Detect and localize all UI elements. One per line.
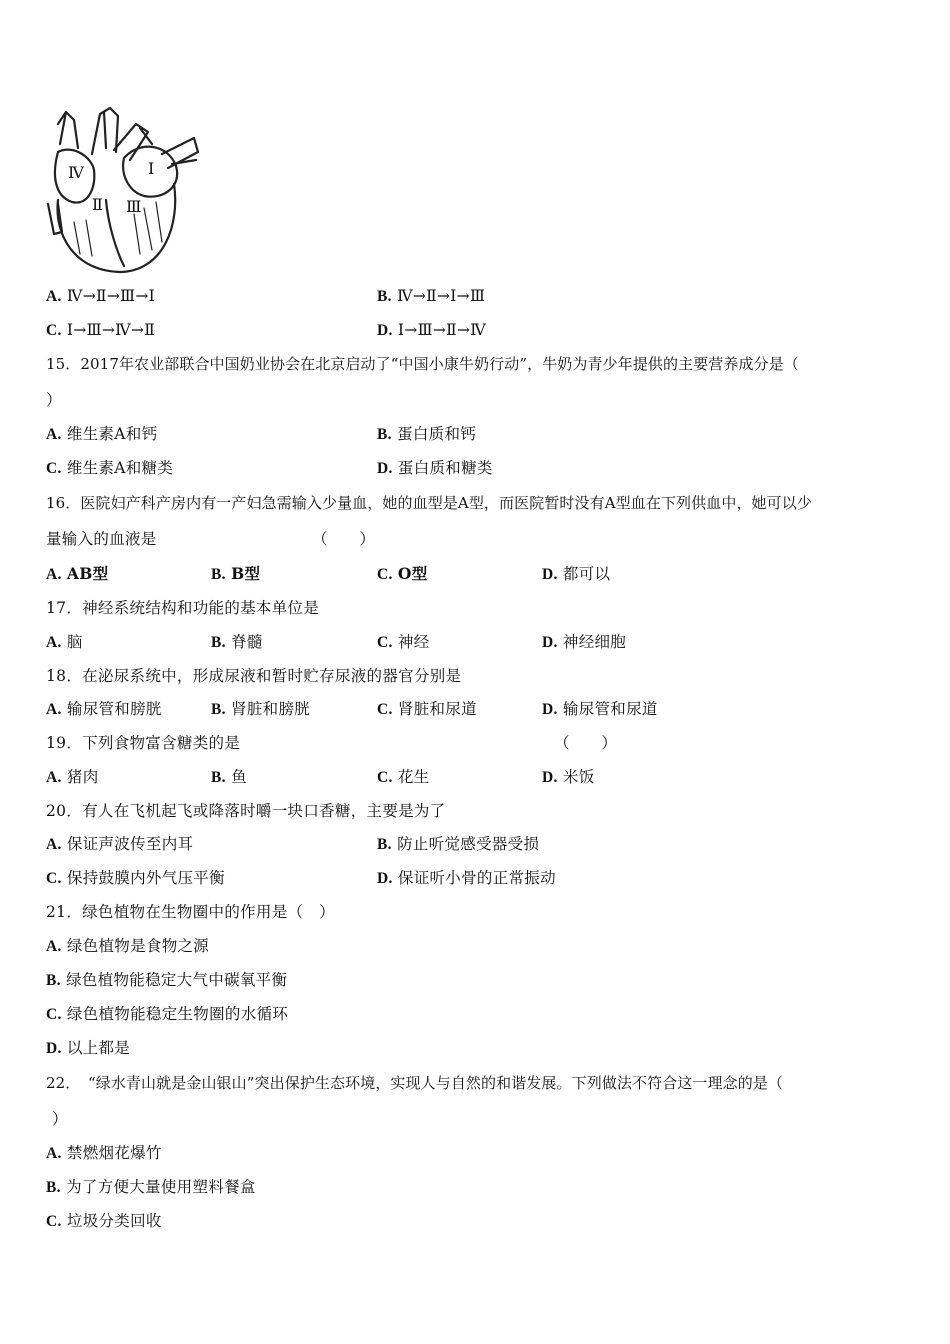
q14-option-d: D. Ⅰ→Ⅲ→Ⅱ→Ⅳ <box>377 321 487 339</box>
q19-stem: 19．下列食物富含糖类的是 <box>46 734 241 752</box>
q19-option-b: B. 鱼 <box>211 768 247 786</box>
q18-option-b: B. 肾脏和膀胱 <box>211 700 311 718</box>
q16-option-a: A. AB型 <box>46 564 109 583</box>
q16-answer-bracket: （ ） <box>312 530 376 548</box>
q19-option-d: D. 米饭 <box>542 768 595 786</box>
q15-option-b: B. 蛋白质和钙 <box>377 425 477 443</box>
q17-option-a: A. 脑 <box>46 633 83 651</box>
label-III: Ⅲ <box>126 197 142 216</box>
q14-option-c: C. Ⅰ→Ⅲ→Ⅳ→Ⅱ <box>46 321 156 339</box>
q17-stem: 17．神经系统结构和功能的基本单位是 <box>46 599 320 617</box>
q15-option-a: A. 维生素A和钙 <box>46 425 158 443</box>
q16-option-d: D. 都可以 <box>542 565 611 583</box>
heart-diagram <box>44 104 200 274</box>
label-IV: Ⅳ <box>68 163 84 182</box>
q18-stem: 18．在泌尿系统中，形成尿液和暂时贮存尿液的器官分别是 <box>46 667 462 685</box>
q20-stem: 20．有人在飞机起飞或降落时嚼一块口香糖，主要是为了 <box>46 802 446 820</box>
q21-option-b: B. 绿色植物能稳定大气中碳氧平衡 <box>46 971 288 989</box>
label-I: Ⅰ <box>148 159 155 178</box>
q17-option-d: D. 神经细胞 <box>542 633 627 651</box>
q18-option-c: C. 肾脏和尿道 <box>377 700 477 718</box>
q16-stem: 16．医院妇产科产房内有一产妇急需输入少量血，她的血型是A型，而医院暂时没有A型血在下列供血中，她可以少 <box>46 494 812 512</box>
q21-stem: 21．绿色植物在生物圈中的作用是（ ） <box>46 903 335 921</box>
q16-option-c: C. O型 <box>377 564 428 583</box>
q20-option-c: C. 保持鼓膜内外气压平衡 <box>46 869 225 887</box>
q16-option-b: B. B型 <box>211 564 261 583</box>
q17-option-b: B. 脊髓 <box>211 633 263 651</box>
q22-option-c: C. 垃圾分类回收 <box>46 1212 162 1230</box>
q20-option-d: D. 保证听小骨的正常振动 <box>377 869 556 887</box>
q14-option-b: B. Ⅳ→Ⅱ→Ⅰ→Ⅲ <box>377 287 486 305</box>
q14-option-a: A. Ⅳ→Ⅱ→Ⅲ→Ⅰ <box>46 287 156 305</box>
q15-option-d: D. 蛋白质和糖类 <box>377 459 493 477</box>
q22-stem: 22． “绿水青山就是金山银山”突出保护生态环境，实现人与自然的和谐发展。下列做法不符合这一理念的是（ <box>46 1074 784 1092</box>
q22-option-b: B. 为了方便大量使用塑料餐盒 <box>46 1178 256 1196</box>
q15-option-c: C. 维生素A和糖类 <box>46 459 174 477</box>
q21-option-c: C. 绿色植物能稳定生物圈的水循环 <box>46 1005 289 1023</box>
q19-option-a: A. 猪肉 <box>46 768 99 786</box>
q15-stem-end: ） <box>46 391 62 409</box>
q18-option-a: A. 输尿管和膀胱 <box>46 700 162 718</box>
q20-option-b: B. 防止听觉感受器受损 <box>377 835 540 853</box>
q19-option-c: C. 花生 <box>377 768 430 786</box>
q21-option-a: A. 绿色植物是食物之源 <box>46 937 210 955</box>
q21-option-d: D. 以上都是 <box>46 1039 131 1057</box>
q22-stem-end: ） <box>52 1110 68 1128</box>
q16-stem-end: 量输入的血液是 <box>46 530 157 548</box>
q17-option-c: C. 神经 <box>377 633 430 651</box>
q15-stem: 15．2017年农业部联合中国奶业协会在北京启动了“中国小康牛奶行动”，牛奶为青少年提供的主要营养成分是（ <box>46 355 799 373</box>
q19-answer-bracket: （ ） <box>554 734 618 752</box>
q20-option-a: A. 保证声波传至内耳 <box>46 835 194 853</box>
q18-option-d: D. 输尿管和尿道 <box>542 700 658 718</box>
label-II: Ⅱ <box>92 195 103 214</box>
q22-option-a: A. 禁燃烟花爆竹 <box>46 1144 162 1162</box>
